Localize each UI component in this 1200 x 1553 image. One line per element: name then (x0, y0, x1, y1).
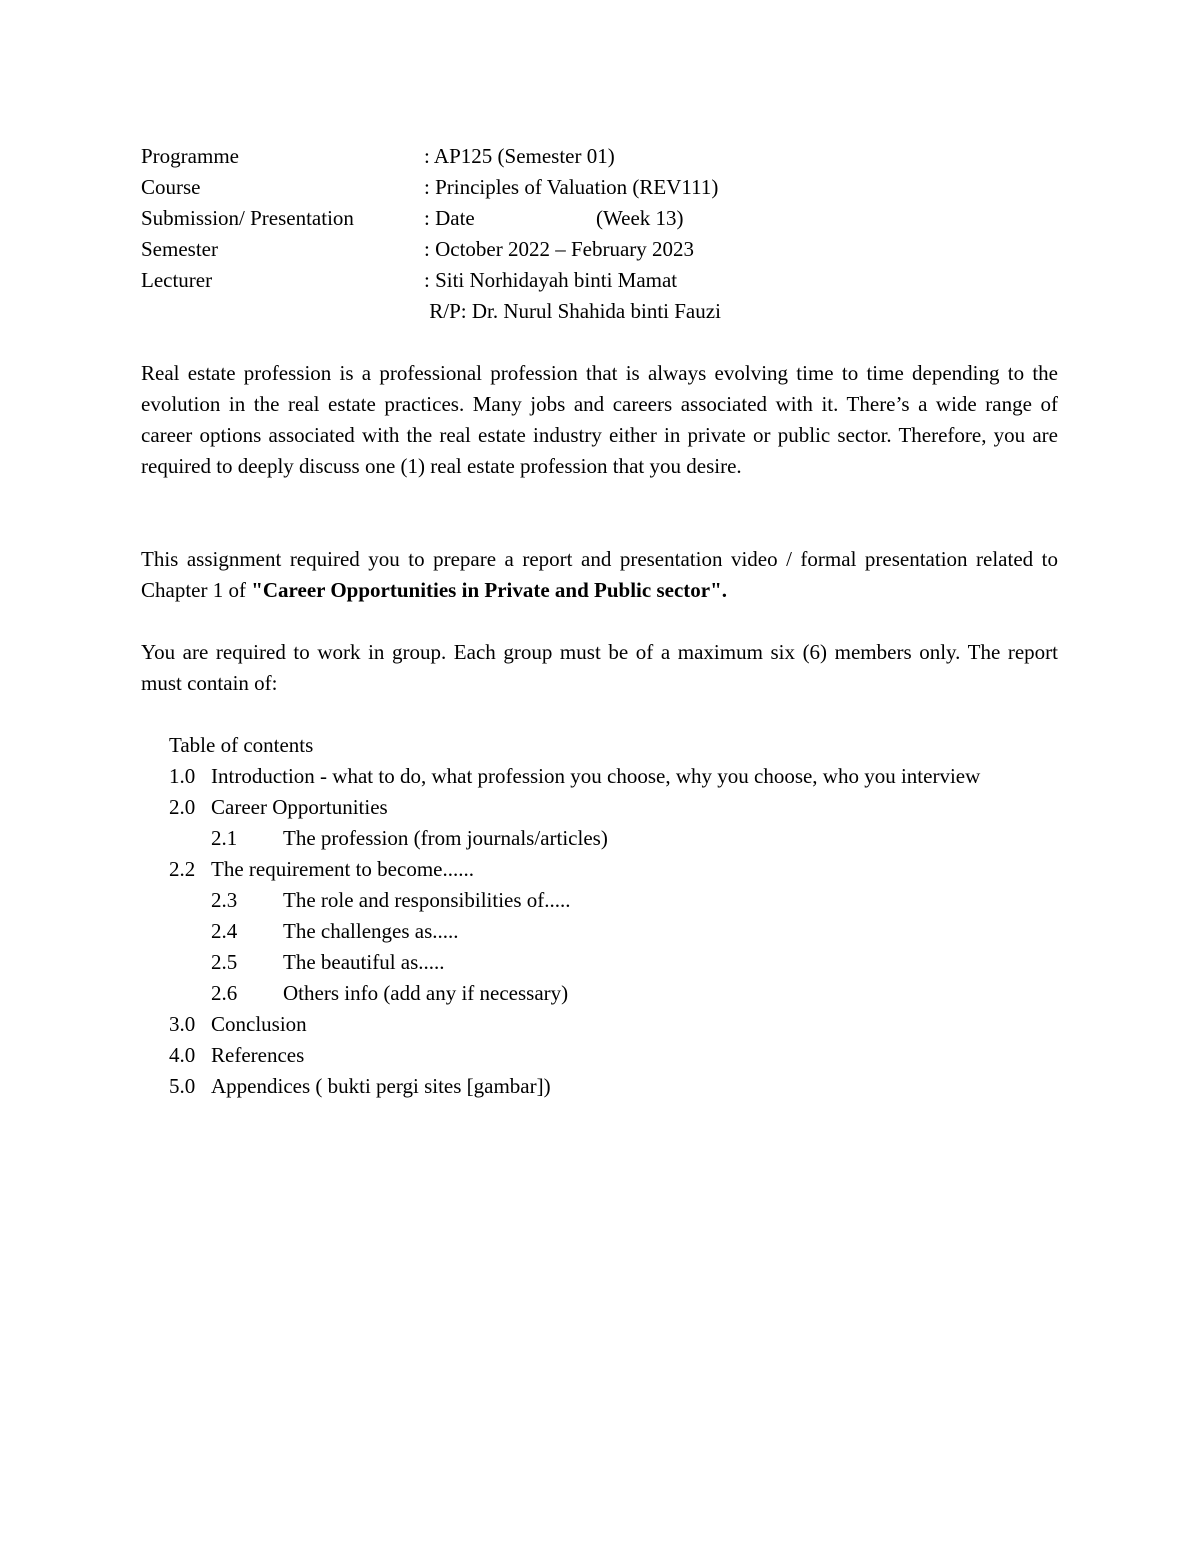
header-row-course (141, 172, 841, 203)
toc-item-number: 3.0 (169, 1012, 196, 1036)
header-label: Course (141, 175, 201, 199)
toc-item-number: 2.1 (211, 826, 238, 850)
submission-week: (Week 13) (596, 206, 684, 230)
header-row-programme (141, 141, 841, 172)
toc-item-number: 2.4 (211, 919, 238, 943)
toc-item-number: 2.2 (169, 857, 196, 881)
toc-item-number: 2.3 (211, 888, 238, 912)
toc-item (169, 1009, 1058, 1040)
toc-item-number: 2.6 (211, 981, 238, 1005)
header-value (424, 203, 841, 234)
toc-item-text: Career Opportunities (211, 795, 388, 819)
chapter-title: "Career Opportunities in Private and Public sector". (251, 578, 727, 602)
course-info-header (141, 141, 841, 327)
toc-item-text: Others info (add any if necessary) (283, 981, 569, 1005)
assignment-paragraph (141, 544, 1058, 606)
header-label: Semester (141, 237, 218, 261)
header-row-lecturer (141, 265, 841, 296)
header-label: Submission/ Presentation (141, 206, 354, 230)
header-label (141, 296, 424, 327)
toc-title: Table of contents (169, 733, 314, 757)
toc-item-text: The challenges as..... (283, 919, 459, 943)
toc-item-number: 5.0 (169, 1074, 196, 1098)
toc-item (169, 947, 1058, 978)
header-row-semester (141, 234, 841, 265)
toc-item-text: Introduction - what to do, what profession you choose, why you choose, who you interview (211, 764, 981, 788)
toc-item-number: 2.5 (211, 950, 238, 974)
toc-item-number: 4.0 (169, 1043, 196, 1067)
toc-item (169, 1071, 1058, 1102)
header-row-rp (141, 296, 841, 327)
assignment-text: This assignment required you to prepare a report and presentation video / formal presentation related to Chapter 1 of (141, 547, 1058, 602)
toc-item-number: 1.0 (169, 764, 196, 788)
toc-item (169, 978, 1058, 1009)
toc-item-text: Appendices ( bukti pergi sites [gambar]) (211, 1074, 551, 1098)
header-value: : Principles of Valuation (REV111) (424, 175, 719, 199)
header-value: : AP125 (Semester 01) (424, 144, 615, 168)
header-label: Lecturer (141, 268, 213, 292)
toc-item (169, 823, 1058, 854)
toc-item (169, 854, 1058, 885)
toc-item (169, 792, 1058, 823)
toc-item (169, 916, 1058, 947)
toc-item-text: The requirement to become...... (211, 857, 474, 881)
header-value: R/P: Dr. Nurul Shahida binti Fauzi (424, 299, 721, 323)
toc-item (169, 1040, 1058, 1071)
toc-item-text: The role and responsibilities of..... (283, 888, 571, 912)
toc-item-text: References (211, 1043, 305, 1067)
intro-paragraph: Real estate profession is a professional profession that is always evolving time to time depending to the evolution in the real estate practices. Many jobs and careers associated with it. There’s a wide range of career options associated with the real estate industry either in private or public sector. Therefore, you are required to deeply discuss one (1) real estate profession that you desire. (141, 361, 1058, 478)
header-row-submission (141, 203, 841, 234)
table-of-contents (169, 730, 1058, 1102)
toc-item-number: 2.0 (169, 795, 196, 819)
toc-item-text: The profession (from journals/articles) (283, 826, 608, 850)
toc-item-text: Conclusion (211, 1012, 307, 1036)
toc-item (169, 885, 1058, 916)
toc-item-text: The beautiful as..... (283, 950, 445, 974)
header-label: Programme (141, 144, 239, 168)
toc-item (169, 761, 1058, 792)
header-value: : Siti Norhidayah binti Mamat (424, 268, 678, 292)
group-paragraph: You are required to work in group. Each group must be of a maximum six (6) members only. The report must contain of: (141, 640, 1058, 695)
header-value: : October 2022 – February 2023 (424, 237, 695, 261)
submission-date: : Date (424, 206, 475, 230)
